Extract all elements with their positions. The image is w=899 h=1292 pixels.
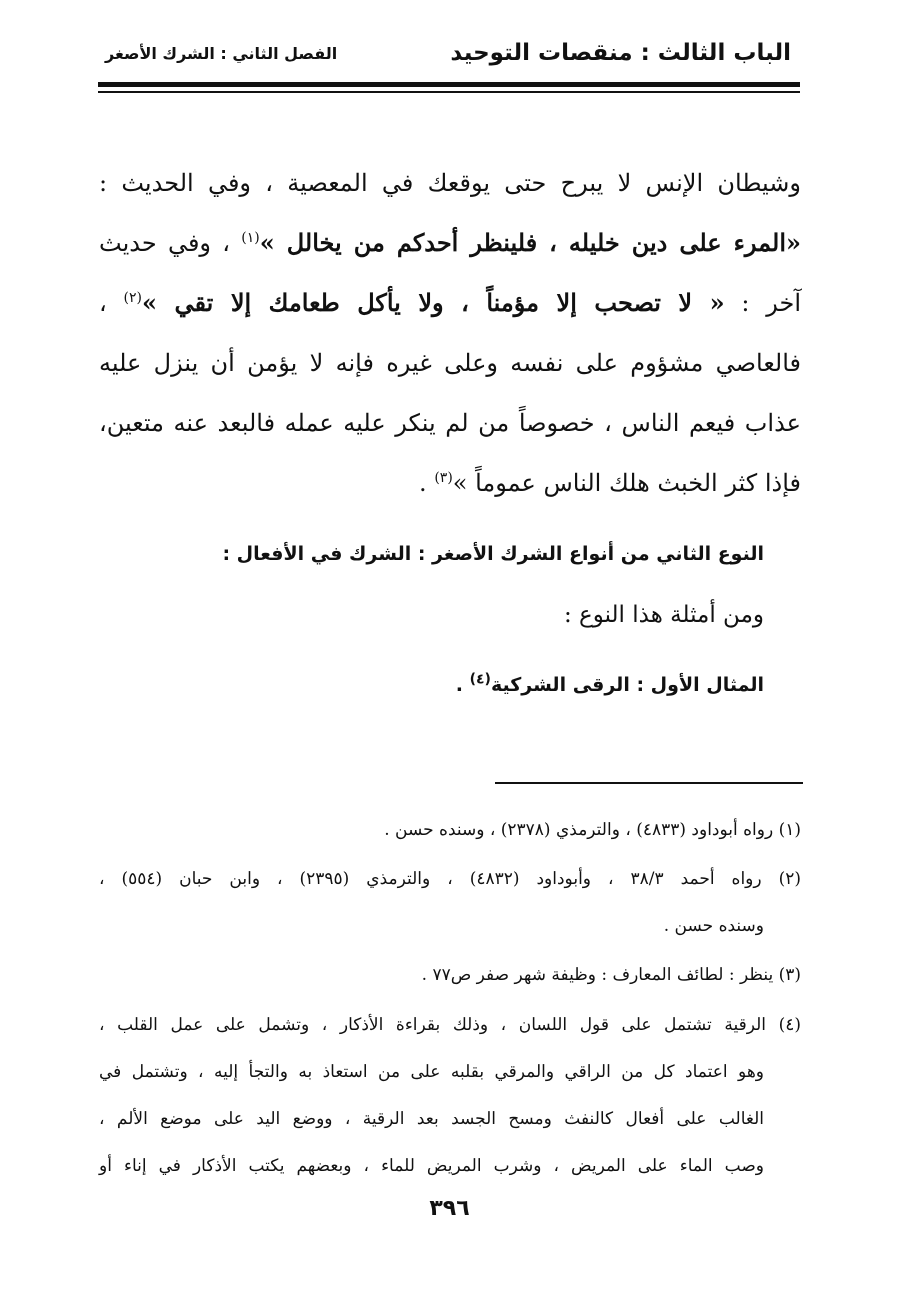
example-1-text: المثال الأول : الرقى الشركية	[490, 674, 764, 696]
section-heading: النوع الثاني من أنواع الشرك الأصغر : الشرك في الأفعال :	[222, 543, 764, 565]
footnote-separator	[495, 782, 803, 784]
running-header-chapter: الباب الثالث : منقصات التوحيد	[450, 40, 791, 66]
page-number: ٣٩٦	[429, 1196, 470, 1221]
body-line-2	[99, 228, 801, 258]
body-line-5: عذاب فيعم الناس ، خصوصاً من لم ينكر عليه عمله فالبعد عنه متعين،	[99, 409, 801, 437]
footnote-2-line-1: (٢) رواه أحمد ٣٨/٣ ، وأبوداود (٤٨٣٢) ، والترمذي (٢٣٩٥) ، وابن حبان (٥٥٤) ،	[99, 869, 801, 889]
body-line-3-head: آخر :	[724, 289, 802, 317]
footnote-3: (٣) ينظر : لطائف المعارف : وظيفة شهر صفر ص٧٧ .	[421, 965, 801, 985]
body-line-6-text: فإذا كثر الخبث هلك الناس عموماً »	[452, 469, 801, 497]
footnote-2-line-2: وسنده حسن .	[663, 916, 764, 936]
footnote-4-line-2: وهو اعتماد كل من الراقي والمرقي بقلبه على من استعاذ به والتجأ إليه ، وتشتمل في	[99, 1062, 764, 1082]
example-1-heading	[455, 671, 764, 696]
examples-intro: ومن أمثلة هذا النوع :	[563, 602, 764, 628]
footnote-ref-1: (١)	[241, 230, 260, 246]
footnote-4-line-4: وصب الماء على المريض ، وشرب المريض للماء ، وبعضهم يكتب الأذكار في إناء أو	[99, 1156, 764, 1176]
header-rule-thin	[98, 91, 800, 93]
footnote-ref-4: (٤)	[469, 671, 491, 688]
footnote-ref-2: (٢)	[123, 290, 142, 306]
body-line-6-tail: .	[419, 469, 435, 497]
footnote-ref-3: (٣)	[434, 470, 453, 486]
footnote-4-line-3: الغالب على أفعال كالنفث ومسح الجسد بعد الرقية ، ووضع اليد على موضع الألم ،	[99, 1109, 764, 1129]
body-line-3-tail: ،	[99, 289, 124, 317]
body-line-6	[99, 468, 801, 498]
running-header-section: الفصل الثاني : الشرك الأصغر	[105, 44, 338, 63]
body-line-1: وشيطان الإنس لا يبرح حتى يوقعك في المعصية ، وفي الحديث :	[99, 169, 801, 197]
body-line-3	[99, 288, 801, 318]
footnote-4-line-1: (٤) الرقية تشتمل على قول اللسان ، وذلك بقراءة الأذكار ، وتشمل على عمل القلب ،	[99, 1015, 801, 1035]
body-line-2-tail: ، وفي حديث	[99, 229, 242, 257]
body-line-4: فالعاصي مشؤوم على نفسه وعلى غيره فإنه لا يؤمن أن ينزل عليه	[99, 349, 801, 377]
hadith-quote-2: « لا تصحب إلا مؤمناً ، ولا يأكل طعامك إلا تقي »	[142, 288, 725, 317]
example-1-tail: .	[455, 674, 470, 696]
header-rule-thick	[98, 82, 800, 87]
footnote-1: (١) رواه أبوداود (٤٨٣٣) ، والترمذي (٢٣٧٨) ، وسنده حسن .	[384, 820, 801, 840]
hadith-quote-1: «المرء على دين خليله ، فلينظر أحدكم من يخالل »	[259, 228, 801, 257]
